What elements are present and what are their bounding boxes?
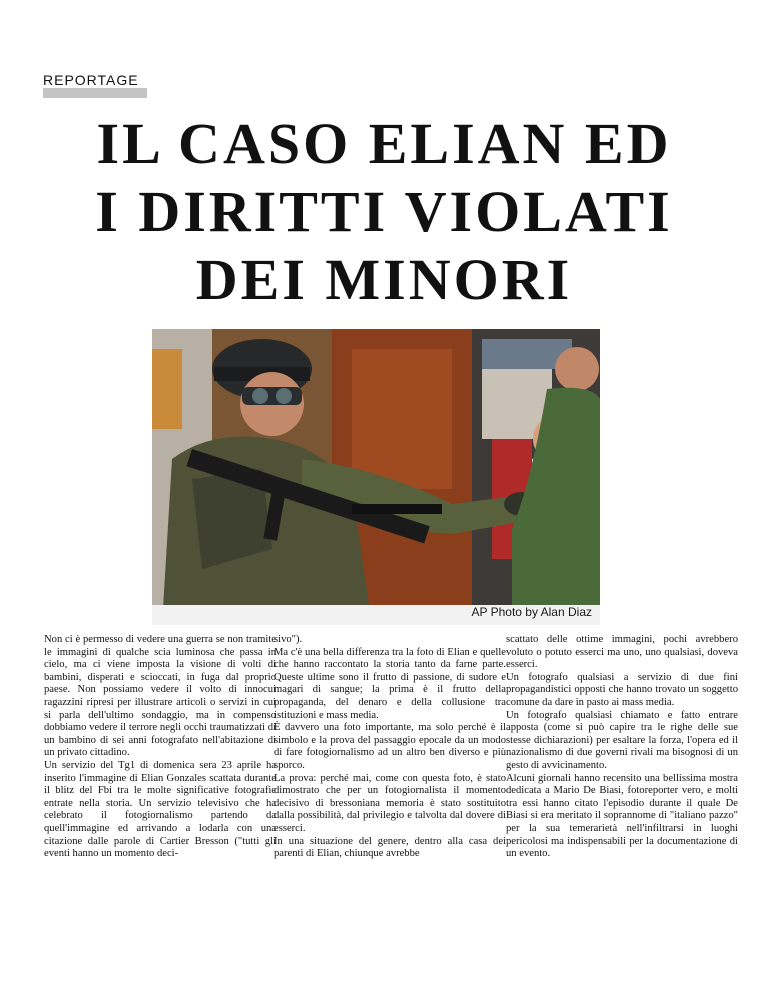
news-photo (152, 329, 600, 625)
photo-credit: AP Photo by Alan Diaz (471, 605, 592, 619)
paragraph: Un servizio del Tg1 di domenica sera 23 aprile ha inserito l'immagine di Elian Gonzales scattata durante il blitz del Fbi tra le molte significative fotografie entrate nella storia. Un servizio televisivo che ha celebrato il fotogiornalismo partendo da quell'immagine ed arrivando a lodarla con una citazione dalle parole di Cartier Bresson ("tutti gli eventi hanno un momento deci- (44, 759, 276, 860)
paragraph: Non ci è permesso di vedere una guerra se non tramite le immagini di qualche scia luminosa che passa in cielo, ma ci viene imposta la visione di volti di bambini, disperati e scioccati, in fuga dal proprio paese. Non possiamo vedere il volto di innocui ragazzini ripresi per illustrare articoli o servizi in cui si parla dell'ultimo sondaggio, ma in compenso dobbiamo vedere il terrore negli occhi traumatizzati di un bambino di sei anni fotografato nell'abitazione di un privato cittadino. (44, 634, 276, 759)
article-column-1 (44, 634, 276, 861)
headline-line-2: I DIRITTI VIOLATI (95, 179, 673, 244)
paragraph: È davvero una foto importante, ma solo perché è il simbolo e la prova del passaggio epocale da un modo di fare fotogiornalismo ad un altro ben diverso e più sporco. (274, 722, 506, 771)
paragraph: Un fotografo qualsiasi a servizio di due fini propagandistici opposti che hanno trovato un soggetto comune da dare in pasto ai mass media. (506, 671, 738, 708)
paragraph: Ma c'è una bella differenza tra la foto di Elian e quelle che hanno raccontato la storia tanto da farne parte. Queste ultime sono il frutto di passione, di sudore e magari di sangue; la prima è il frutto della propaganda, del denaro e della collusione tra istituzioni e mass media. (274, 646, 506, 721)
article-headline (40, 110, 728, 314)
article-column-3 (506, 634, 738, 861)
raid-photo-illustration (152, 329, 600, 625)
headline-line-1: IL CASO ELIAN ED (96, 111, 672, 176)
paragraph: In una situazione del genere, dentro alla casa dei parenti di Elian, chiunque avrebbe (274, 835, 506, 860)
article-column-2 (274, 634, 506, 861)
paragraph: Un fotografo qualsiasi chiamato e fatto entrare apposta (come si può capire tra le righe delle sue stesse dichiarazioni) per esaltare la forza, l'opera ed il nazionalismo di due governi rivali ma bisognosi di un gesto di avvicinamento. (506, 709, 738, 771)
paragraph: La prova: perché mai, come con questa foto, è stato dimostrato che per un fotogiornalista il momento decisivo di bressoniana memoria è stato sostituito dalla possibilità, dal privilegio e talvolta dal dovere di esserci. (274, 772, 506, 834)
section-label: REPORTAGE (43, 72, 139, 88)
section-underline-bar (43, 88, 147, 98)
paragraph: Alcuni giornali hanno recensito una bellissima mostra dedicata a Mario De Biasi, fotoreporter vero, e molti tra essi hanno citato l'episodio durante il quale De Biasi si era meritato il soprannome di "italiano pazzo" per la sua temerarietà nell'infiltrarsi in luoghi pericolosi ma indispensabili per la documentazione di un evento. (506, 772, 738, 860)
paragraph: scattato delle ottime immagini, pochi avrebbero voluto o potuto esserci ma uno, uno qualsiasi, doveva esserci. (506, 634, 738, 671)
paragraph: sivo"). (274, 634, 303, 645)
headline-line-3: DEI MINORI (195, 247, 573, 312)
